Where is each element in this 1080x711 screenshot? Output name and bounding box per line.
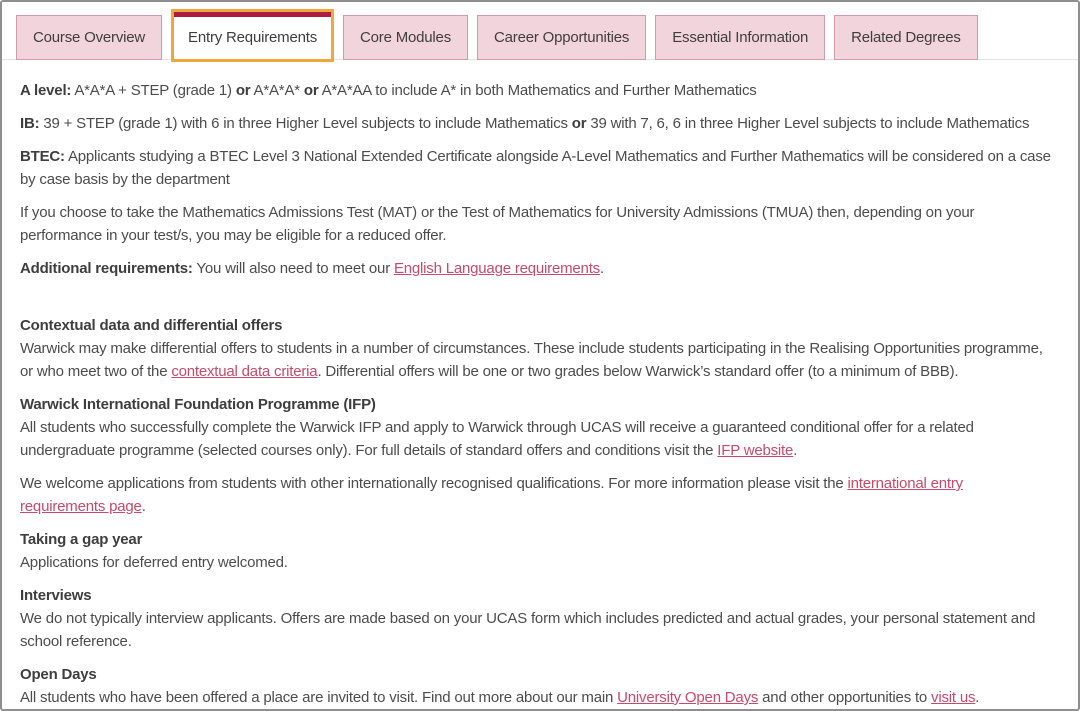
bold-text: A level: (20, 82, 72, 99)
bold-text: or (303, 82, 319, 99)
paragraph: We welcome applications from students with other internationally recognised qualifications. For more information please visit the international entry requirements page. (20, 475, 963, 515)
section-heading: Contextual data and differential offers (20, 317, 283, 334)
link-ifp-website[interactable]: IFP website (717, 442, 794, 459)
section-contextual-data-and-differential-offers: Contextual data and differential offers Warwick may make differential offers to students in a number of circumstances. These include students participating in the Realising Opportunities programme, or who meet two of the contextual data criteria. Differential offers will be one or two grades below Warwick’s standard offer (to a minimum of BBB). (20, 314, 1052, 383)
section-warwick-international-foundation-programme-ifp: Warwick International Foundation Programme (IFP) All students who successfully complete the Warwick IFP and apply to Warwick through UCAS will receive a guaranteed conditional offer for a related undergraduate programme (selected courses only). For full details of standard offers and conditions visit the IFP website. (20, 393, 1052, 462)
paragraph: Additional requirements: You will also need to meet our English Language requirements. (20, 260, 604, 277)
link-university-open-days[interactable]: University Open Days (617, 689, 759, 706)
tab-essential-information[interactable]: Essential Information (655, 15, 825, 60)
section-heading: Interviews (20, 587, 92, 604)
paragraph: BTEC: Applicants studying a BTEC Level 3 National Extended Certificate alongside A-Level Mathematics and Further Mathematics will be considered on a case by case basis by the department (20, 148, 1051, 188)
tab-bar (2, 15, 1078, 60)
section-heading: Warwick International Foundation Programme (IFP) (20, 396, 376, 413)
section-interviews: Interviews We do not typically interview applicants. Offers are made based on your UCAS form which includes predicted and actual grades, your personal statement and school reference. (20, 584, 1052, 653)
entry-requirements-content (2, 60, 1078, 709)
tab-career-opportunities[interactable]: Career Opportunities (477, 15, 646, 60)
tab-related-degrees[interactable]: Related Degrees (834, 15, 978, 60)
bold-text: Additional requirements: (20, 260, 193, 277)
paragraph: If you choose to take the Mathematics Admissions Test (MAT) or the Test of Mathematics for University Admissions (TMUA) then, depending on your performance in your test/s, you may be eligible for a reduced offer. (20, 204, 975, 244)
paragraph: A level: A*A*A + STEP (grade 1) or A*A*A* or A*A*AA to include A* in both Mathematics and Further Mathematics (20, 82, 757, 99)
tab-course-overview[interactable]: Course Overview (16, 15, 162, 60)
section-open-days: Open Days All students who have been offered a place are invited to visit. Find out more about our main University Open Days and other opportunities to visit us. (20, 663, 1052, 709)
tab-core-modules[interactable]: Core Modules (343, 15, 468, 60)
bold-text: BTEC: (20, 148, 65, 165)
bold-text: or (235, 82, 251, 99)
paragraph: IB: 39 + STEP (grade 1) with 6 in three Higher Level subjects to include Mathematics or 39 with 7, 6, 6 in three Higher Level subjects to include Mathematics (20, 115, 1030, 132)
link-visit-us[interactable]: visit us (931, 689, 976, 706)
link-international-entry-requirements-page[interactable]: international entry requirements page (20, 475, 963, 515)
link-contextual-data-criteria[interactable]: contextual data criteria (171, 363, 318, 380)
bold-text: IB: (20, 115, 40, 132)
bold-text: or (571, 115, 587, 132)
section-heading: Taking a gap year (20, 531, 143, 548)
tab-entry-requirements[interactable]: Entry Requirements (171, 9, 334, 62)
link-english-language-requirements[interactable]: English Language requirements (393, 260, 600, 277)
section-taking-a-gap-year: Taking a gap year Applications for deferred entry welcomed. (20, 528, 1052, 574)
section-heading: Open Days (20, 666, 97, 683)
